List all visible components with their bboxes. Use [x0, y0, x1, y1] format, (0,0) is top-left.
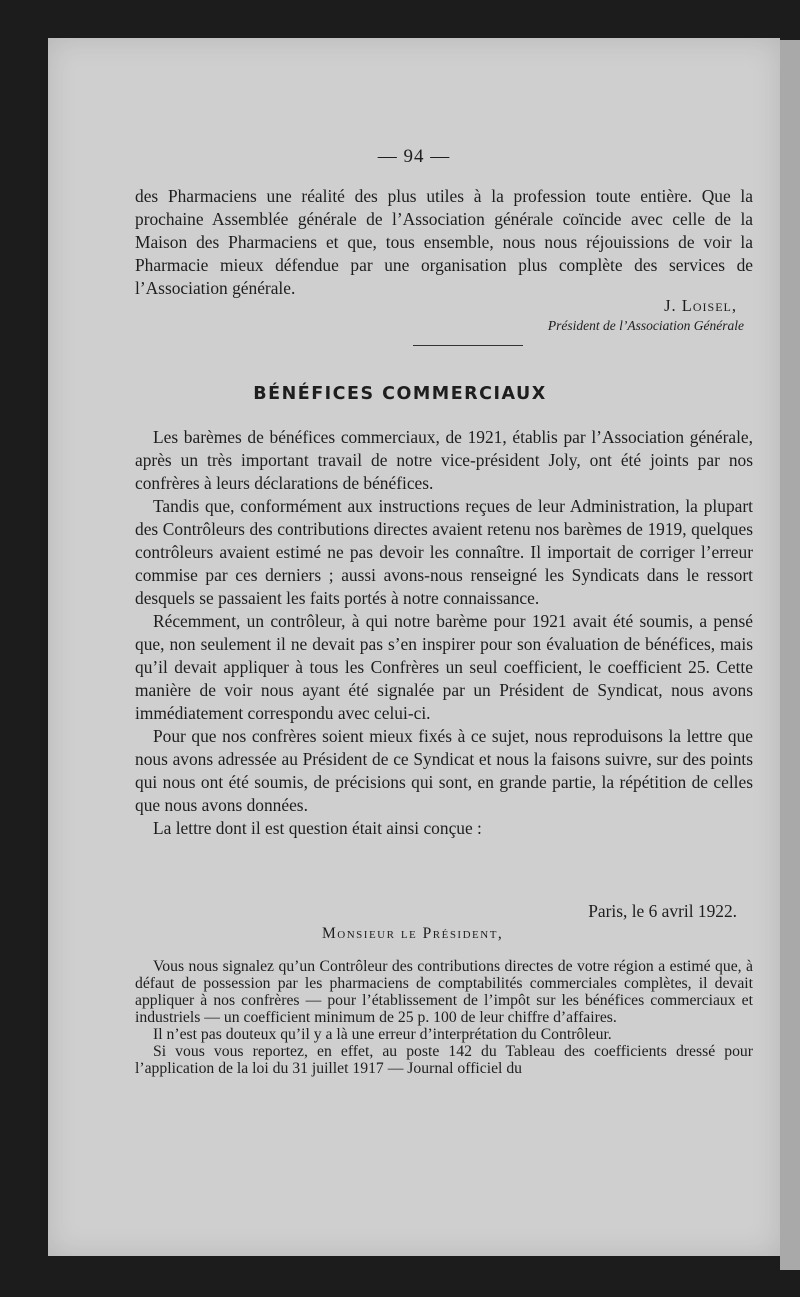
letter-date: Paris, le 6 avril 1922.: [588, 901, 737, 921]
body-paragraph: Tandis que, conformément aux instructions reçues de leur Administration, la plupart des Contrôleurs des contributions directes avaient retenu nos barèmes de 1919, quelques contrôleurs avaient estimé ne pas devoir les connaître. Il importait de corriger l’erreur commise par ces derniers ; aussi avons-nous renseigné les Syndicats dans le ressort desquels se passaient les faits portés à notre connaissance.: [135, 496, 753, 608]
body-paragraph: Les barèmes de bénéfices commerciaux, de 1921, établis par l’Association générale, après un très important travail de notre vice-président Joly, ont été joints par nos confrères à leurs déclarations de bénéfices.: [135, 427, 753, 493]
page-edge: [780, 40, 800, 1270]
body-paragraph: La lettre dont il est question était ainsi conçue :: [153, 818, 482, 838]
letter-body: [135, 958, 753, 1077]
intro-paragraph: des Pharmaciens une réalité des plus utiles à la profession toute entière. Que la prochaine Assemblée générale de l’Association générale coïncide avec celle de la Maison des Pharmaciens et que, tous ensemble, nous nous réjouissions de voir la Pharmacie mieux défendue par une organisation plus complète des services de l’Association générale.: [135, 186, 753, 298]
letter-paragraph: Il n’est pas douteux qu’il y a là une erreur d’interprétation du Contrôleur.: [153, 1026, 612, 1043]
signature-name: J. Loisel,: [664, 296, 737, 315]
letter-paragraph: Vous nous signalez qu’un Contrôleur des contributions directes de votre région a estimé que, à défaut de possession par les pharmaciens de comptabilités commerciales complètes, il devait appliquer à nos confrères — pour l’établissement de l’impôt sur les bénéfices commerciaux et industriels — un coefficient minimum de 25 p. 100 de leur chiffre d’affaires.: [135, 958, 753, 1026]
letter-salutation: Monsieur le Président,: [322, 925, 504, 942]
body-paragraph: Récemment, un contrôleur, à qui notre barème pour 1921 avait été soumis, a pensé que, non seulement il ne devait pas s’en inspirer pour son évaluation de bénéfices, mais qu’il devait appliquer à tous les Confrères un seul coefficient, le coefficient 25. Cette manière de voir nous ayant été signalée par un Président de Syndicat, nous avons immédiatement correspondu avec celui-ci.: [135, 611, 753, 723]
section-divider: [413, 345, 523, 346]
body-paragraph: Pour que nos confrères soient mieux fixés à ce sujet, nous reproduisons la lettre que nous avons adressée au Président de ce Syndicat et nous la faisons suivre, sur des points qui nous ont été soumis, de précisions qui sont, en grande partie, la répétition de celles que nous avons données.: [135, 726, 753, 815]
section-title: BÉNÉFICES COMMERCIAUX: [253, 384, 547, 404]
page-number: — 94 —: [377, 146, 451, 167]
intro-text: [135, 185, 753, 300]
section-body: [135, 426, 753, 840]
letter-paragraph: Si vous vous reportez, en effet, au poste 142 du Tableau des coefficients dressé pour l’application de la loi du 31 juillet 1917 — Journal officiel du: [135, 1043, 753, 1077]
signature-title: Président de l’Association Générale: [547, 318, 744, 333]
